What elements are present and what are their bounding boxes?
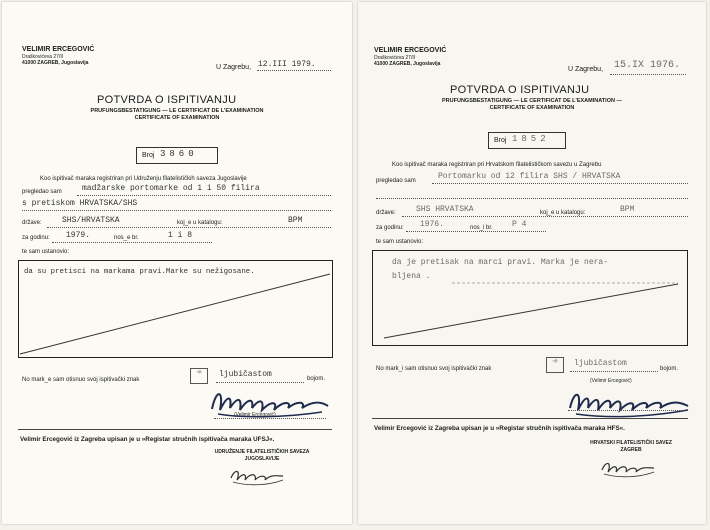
date-line	[610, 74, 686, 75]
date-line	[257, 70, 331, 71]
association-line-2: ZAGREB	[620, 447, 642, 453]
ustanovio-label: te sam ustanovio:	[22, 249, 70, 255]
signature-line	[214, 418, 326, 419]
drzave-line	[402, 216, 688, 217]
association-signature-icon	[598, 456, 658, 480]
issuer-block	[22, 46, 94, 66]
issuer-name: VELIMIR ERCEGOVIĆ	[374, 47, 447, 54]
bojom-label: bojom.	[660, 366, 679, 372]
katalog-value: BPM	[288, 216, 303, 225]
drzave-label: države:	[376, 210, 396, 216]
godinu-line	[406, 231, 546, 232]
subtitle	[394, 98, 670, 112]
stamp-color-value: ljubičastom	[574, 359, 627, 368]
finding-text: da su pretisci na markama pravi.Marke su nežigosane.	[24, 268, 255, 276]
nos-label: nos_e br.	[114, 235, 139, 241]
association	[576, 440, 686, 454]
place-label: U Zagrebu,	[216, 64, 252, 71]
issuer-city: 41000 ZAGREB, Jugoslavija	[374, 61, 441, 67]
finding-line-2: bljena .	[392, 272, 431, 281]
nos-label: nos_i br.	[470, 225, 493, 231]
broj-label: Broj	[142, 152, 155, 159]
registry-text: Velimir Ercegović iz Zagreba upisan je u »Registar stručnih ispitivača maraka UFSJ«.	[20, 436, 275, 443]
broj-value: 1852	[512, 134, 550, 144]
ustanovio-label: te sam ustanovio:	[376, 239, 424, 245]
examiner-stamp-icon: ▫◎	[190, 368, 208, 384]
drzave-label: države:	[22, 220, 42, 226]
intro-text: Koo ispitivač maraka registriran pri Udruženju filatelističkih saveza Jugoslavije	[40, 176, 247, 182]
nos-value: 1 i 8	[168, 231, 193, 240]
issuer-city: 41000 ZAGREB, Jugoslavija	[22, 60, 89, 66]
date-value: 12.III 1979.	[258, 60, 316, 69]
subtitle-line-1: PRUFUNGSBESTATIGUNG — LE CERTIFICAT DE L'EXAMINATION	[90, 108, 264, 114]
divider	[372, 418, 688, 419]
intro-text: Koo ispitivač maraka registriran pri Hrvatskom filatelističkom savezu u Zagrebu	[392, 162, 602, 168]
drzave-value: SHS HRVATSKA	[416, 205, 474, 214]
nos-value: P 4	[512, 220, 527, 229]
examiner-stamp-icon: ▫◎	[546, 357, 564, 373]
issuer-street: Draškovićeva 27/II	[374, 55, 416, 61]
signature-icon	[564, 386, 700, 422]
certificate-left	[2, 2, 352, 524]
stamp-label: No mark_e sam otisnuo svoj ispitivački znak	[22, 377, 140, 383]
certificate-right	[358, 2, 706, 524]
katalog-label: koj_e u katalogu:	[177, 220, 223, 226]
katalog-label: koj_e u katalogu:	[540, 210, 586, 216]
pregledao-value: madžarske portomarke od 1 i 50 filira	[82, 184, 260, 193]
association-line-1: UDRUŽENJE FILATELISTIČKIH SAVEZA	[214, 449, 310, 455]
date-value: 15.IX 1976.	[614, 60, 681, 71]
drzave-line	[47, 227, 331, 228]
subtitle-line-1: PRUFUNGSBESTATIGUNG — LE CERTIFICAT DE L'EXAMINATION —	[442, 98, 622, 104]
stamp-line	[570, 371, 658, 372]
subtitle	[42, 108, 312, 122]
finding-line-1: da je pretisak na marci pravi. Marka je nera-	[392, 258, 609, 267]
broj-value: 3860	[160, 149, 198, 159]
godinu-value: 1976.	[420, 220, 445, 229]
association-line-1: HRVATSKI FILATELISTIČKI SAVEZ	[590, 440, 672, 446]
broj-label: Broj	[494, 137, 507, 144]
pregledao-continued: s pretiskom HRVATSKA/SHS	[22, 199, 138, 208]
page-title: POTVRDA O ISPITIVANJU	[450, 84, 590, 96]
page-title: POTVRDA O ISPITIVANJU	[97, 94, 237, 106]
place-label: U Zagrebu,	[568, 66, 604, 73]
subtitle-line-2: CERTIFICATE OF EXAMINATION	[489, 105, 575, 111]
subtitle-line-2: CERTIFICATE OF EXAMINATION	[134, 115, 220, 121]
association-line-2: JUGOSLAVIJE	[244, 456, 280, 462]
stamp-color-value: ljubičastom	[219, 370, 272, 379]
drzave-value: SHS/HRVATSKA	[62, 216, 120, 225]
association	[207, 449, 317, 463]
stamp-line	[216, 382, 304, 383]
continued-line	[376, 198, 688, 199]
katalog-value: BPM	[620, 205, 635, 214]
registry-text: Velimir Ercegović iz Zagreba upisan je u »Registar stručnih ispitivača maraka HFS«.	[374, 425, 625, 432]
pregledao-line	[77, 195, 331, 196]
godinu-value: 1979.	[66, 231, 91, 240]
signature-line	[568, 410, 684, 411]
cancel-line	[18, 260, 333, 358]
continued-line	[22, 210, 331, 211]
pregledao-label: pregledao sam	[22, 189, 62, 195]
association-signature-icon	[227, 464, 287, 488]
divider	[18, 429, 332, 430]
stamp-label: No mark_i sam otisnuo svoj ispitivački znak	[376, 366, 492, 372]
godinu-label: za godinu:	[22, 235, 50, 241]
pregledao-label: pregledao sam	[376, 178, 416, 184]
signature-name: (Velimir Ercegović)	[590, 378, 632, 384]
issuer-name: VELIMIR ERCEGOVIĆ	[22, 46, 95, 53]
godinu-label: za godinu:	[376, 225, 404, 231]
pregledao-value: Portomarku od 12 filira SHS / HRVATSKA	[438, 172, 621, 181]
godinu-line	[52, 242, 212, 243]
bojom-label: bojom.	[307, 376, 326, 382]
cancel-line	[372, 250, 688, 346]
issuer-street: Draškovićeva 27/II	[22, 54, 64, 60]
pregledao-line	[432, 183, 688, 184]
issuer-block	[374, 47, 446, 67]
signature-name: (Velimir Ercegović)	[234, 412, 276, 418]
